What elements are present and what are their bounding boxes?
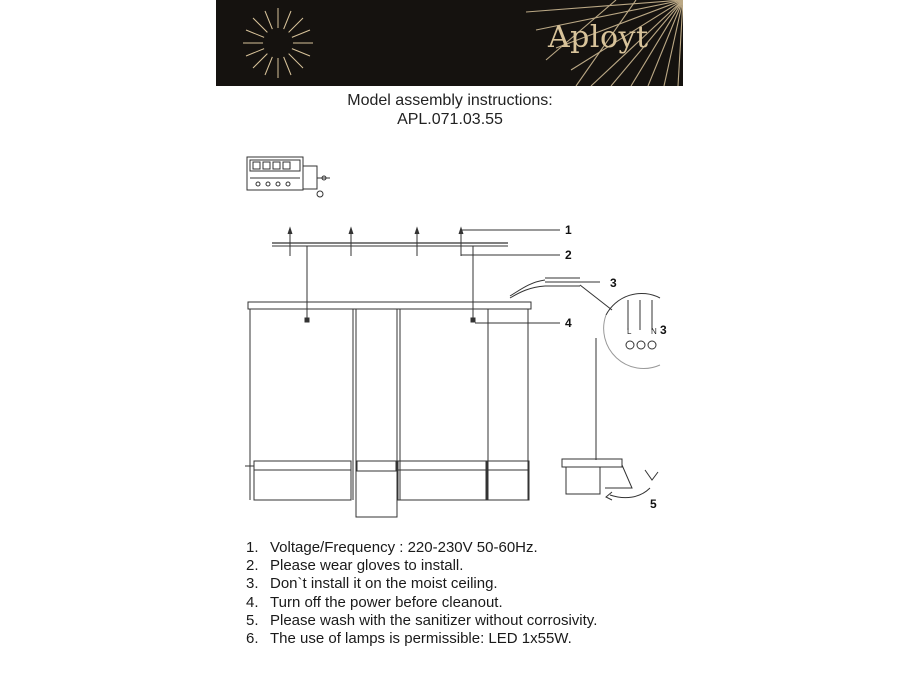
brand-name: Aployt	[548, 20, 649, 55]
list-item: 5. Please wash with the sanitizer without corrosivity.	[246, 611, 598, 629]
wire-label-n: N	[651, 327, 657, 336]
list-item: 3. Don`t install it on the moist ceiling.	[246, 575, 498, 593]
callout-1: 1	[565, 223, 572, 237]
pendant-fixture	[245, 302, 531, 517]
list-item: 2. Please wear gloves to install.	[246, 557, 464, 575]
terminal-block-icon	[247, 157, 330, 197]
model-number: APL.071.03.55	[397, 111, 503, 128]
wire-label-l: L	[627, 327, 632, 336]
callout-4: 4	[565, 316, 572, 330]
list-item: 6. The use of lamps is permissible: LED 1x55W.	[246, 630, 572, 648]
cable-mount-detail	[562, 338, 658, 500]
callout-2: 2	[565, 248, 572, 262]
callout-5: 5	[650, 497, 657, 511]
callout-3-detail: 3	[660, 323, 667, 337]
list-item: 4. Turn off the power before cleanout.	[246, 593, 503, 611]
callout-3: 3	[610, 276, 617, 290]
instructions-list	[246, 539, 597, 648]
list-item: 1. Voltage/Frequency : 220-230V 50-60Hz.	[246, 539, 538, 556]
page-title: Model assembly instructions:	[347, 92, 553, 109]
